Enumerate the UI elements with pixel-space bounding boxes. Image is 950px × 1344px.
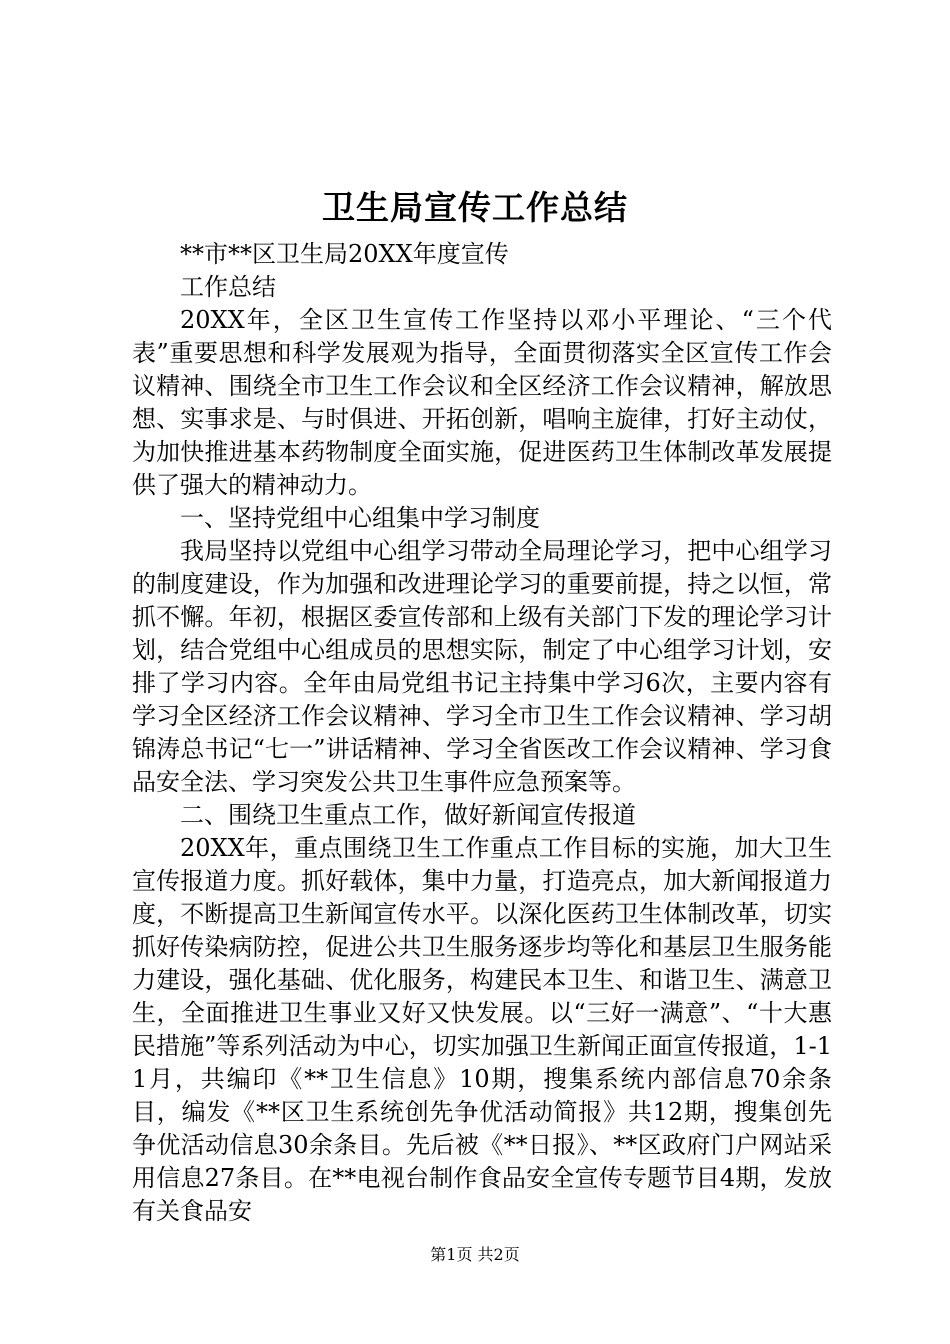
subtitle-line-2: 工作总结 xyxy=(180,273,276,301)
section-heading-2: 二、围绕卫生重点工作，做好新闻宣传报道 xyxy=(180,801,636,829)
intro-paragraph: 20XX年，全区卫生宣传工作坚持以邓小平理论、“三个代表”重要思想和科学发展观为指导，全面贯彻落实全区宣传工作会议精神、围绕全市卫生工作会议和全区经济工作会议精神，解放思想、实事求是、与时俱进、开拓创新，唱响主旋律，打好主动仗，为加快推进基本药物制度全面实施，促进医药卫生体制改革发展提供了强大的精神动力。 xyxy=(132,306,832,499)
page-footer: 第1页 共2页 xyxy=(430,1245,520,1264)
section-heading-1: 一、坚持党组中心组集中学习制度 xyxy=(180,504,540,532)
section-1-paragraph: 我局坚持以党组中心组学习带动全局理论学习，把中心组学习的制度建设，作为加强和改进理论学习的重要前提，持之以恒，常抓不懈。年初，根据区委宣传部和上级有关部门下发的理论学习计划，结合党组中心组成员的思想实际，制定了中心组学习计划，安排了学习内容。全年由局党组书记主持集中学习6次，主要内容有学习全区经济工作会议精神、学习全市卫生工作会议精神、学习胡锦涛总书记“七一”讲话精神、学习全省医改工作会议精神、学习食品安全法、学习突发公共卫生事件应急预案等。 xyxy=(132,537,832,796)
subtitle-line-1: **市**区卫生局20XX年度宣传 xyxy=(180,240,509,268)
section-2-paragraph: 20XX年，重点围绕卫生工作重点工作目标的实施，加大卫生宣传报道力度。抓好载体，集中力量，打造亮点，加大新闻报道力度，不断提高卫生新闻宣传水平。以深化医药卫生体制改革，切实抓好传染病防控，促进公共卫生服务逐步均等化和基层卫生服务能力建设，强化基础、优化服务，构建民本卫生、和谐卫生、满意卫生，全面推进卫生事业又好又快发展。以“三好一满意”、“十大惠民措施”等系列活动为中心，切实加强卫生新闻正面宣传报道，1-11月，共编印《**卫生信息》10期，搜集系统内部信息70余条目，编发《**区卫生系统创先争优活动简报》共12期，搜集创先争优活动信息30余条目。先后被《**日报》、**区政府门户网站采用信息27条目。在**电视台制作食品安全宣传专题节目4期，发放有关食品安 xyxy=(132,834,832,1225)
document-body xyxy=(132,238,832,1228)
document-title: 卫生局宣传工作总结 xyxy=(322,188,628,227)
